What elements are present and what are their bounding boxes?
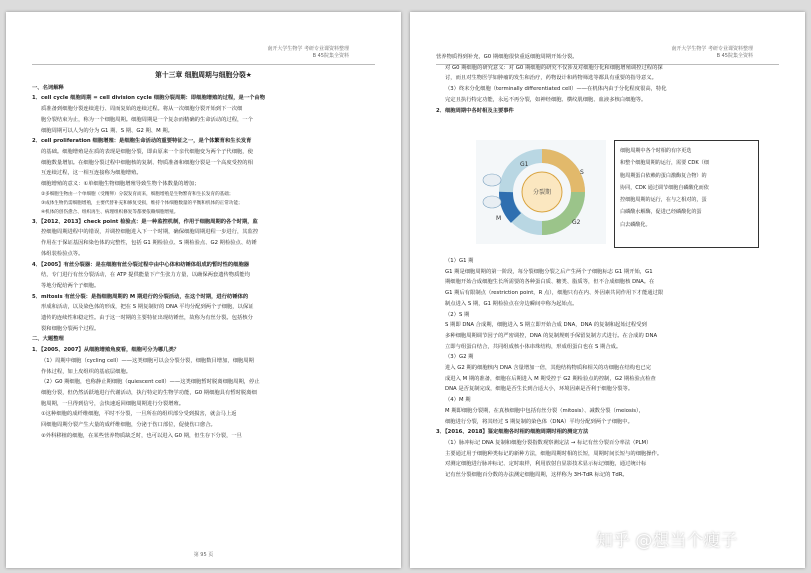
left-text-line: ①这种细胞的成纤维细胞，平时不分裂，一旦所在的组织部分受到损害，就会马上返: [41, 411, 237, 418]
phase-label-m: M: [496, 215, 502, 222]
left-text-line: 细胞增殖的意义：①单细胞生物细胞增殖导致生物个体数量的增加；: [41, 181, 200, 188]
left-text-line: ③成体生物仍需细胞增殖，主要代替补充和修复受损，维持个体细胞数量的平衡和机体的正常功能；: [41, 200, 243, 206]
left-text-line: ④机体的创伤愈合、组织再生、病理组织修复等都要依赖细胞增殖。: [41, 209, 179, 215]
right-text-line: （1）G1 期: [445, 258, 474, 264]
header-series: B 45院集全资料: [716, 53, 753, 59]
center-label: 分裂期: [532, 189, 552, 196]
left-text-line: 细胞周期可以人为的分为 G1 期、S 期、G2 期、M 期。: [41, 127, 173, 134]
left-text-line: 一、名词解释: [32, 84, 64, 91]
right-text-line: 3．【2016、2018】鉴定细胞各时相的细胞周期时相的测定方法: [436, 429, 589, 436]
box-text-line: 控细胞周期的运行，在与之相对的，蛋: [620, 197, 707, 204]
left-text-line: 裂和细胞分裂两个过程。: [41, 325, 100, 332]
left-text-line: 2．cell proliferation 细胞增殖：是细胞生命活动的重要特征之一，是个体繁育和生长发育: [32, 138, 252, 145]
left-page: [6, 12, 401, 568]
right-text-line: （4）M 期: [445, 397, 471, 404]
right-text-line: （3）终末分化细胞（terminally differentiated cell）——在机体内由于分化程度很高，特化: [445, 86, 667, 93]
cdk-explanation-box: [614, 140, 759, 248]
left-text-line: 形成和活动，以及染色体的形成，把在 S 期复制好的 DNA 平均分配到两个子细胞，以保证: [41, 304, 254, 311]
right-text-line: （3）G2 期: [445, 354, 474, 361]
left-text-line: 1．【2005、2007】从细胞增殖角度看，细胞可分为哪几类？: [32, 347, 180, 354]
right-text-line: 记有丝分裂细胞百分数的办法测定细胞周期，这样称为 3H-TdR 标记的 TdR。: [445, 472, 628, 479]
left-text-line: 质准备到细胞分裂连续进行、周而复始的连续过程。将从一次细胞分裂开始到下一次细: [41, 106, 243, 113]
right-text-line: 制点进入 S 期，G1 期检验点在旁边瞬间中称为起始点。: [445, 300, 578, 307]
right-text-line: M 期即细胞分裂期，在真核细胞中包括有丝分裂（mitosis）、减数分裂（meiosis），: [445, 407, 644, 414]
left-text-line: 体组装检验点等。: [41, 250, 84, 257]
left-text-line: 二、大题整理: [32, 336, 64, 343]
right-text-line: 对测定细胞进行脉冲标记、定时取样，利用放射自显影技术显示标记细胞，通过统计标: [445, 461, 647, 468]
right-text-line: G1 期后有限制点（restriction point，R 点），细胞只有在内、外因素共同作用下才能通过限: [445, 290, 664, 297]
left-text-line: 的基础。细胞增殖是在质的表现是细胞分裂，即由原来一个亲代细胞变为两个子代细胞，使: [41, 148, 253, 155]
left-text-line: 胞周期，一旦得到信号，会快速返回细胞周期进行分裂增殖。: [41, 400, 185, 407]
right-text-line: 成进入 M 期的准备，细胞在后期进入 M 期受控于 G2 期检验点的控制，G2 期检验点检查: [445, 375, 656, 382]
left-text-line: 作用在于保证基因和染色体的完整性，包括 G1 期检验点、S 期检验点、G2 期检验点、纺锤: [41, 240, 257, 247]
left-text-line: 1．cell cycle 细胞周期 = cell division cycle 细胞分裂周期：即细胞增殖的过程，是一个由物: [32, 95, 266, 102]
box-text-line: 白磷酸水解酶，促进已经磷酸化的蛋: [620, 209, 702, 216]
right-text-line: 2．细胞周期中各时相及主要事件: [436, 107, 514, 114]
box-text-line: 白去磷酸化。: [620, 221, 651, 228]
left-text-line: 细胞分裂，但仍然活跃地进行代谢活动，执行特定的生物学功能，G0 期细胞具有暂时脱离细: [41, 389, 257, 396]
phase-label-g1: G1: [520, 161, 529, 168]
left-text-line: 细胞数量增加。在细胞分裂过程中细胞核的复制、物质准备和细胞分裂是一个高度受控的相: [41, 159, 253, 166]
right-page-content-bottom: [436, 256, 779, 481]
left-text-line: 5．mitosis 有丝分裂：是指细胞周期的 M 期进行的分裂活动，在这个时期，进行纺锤体的: [32, 293, 249, 300]
box-text-line: 和整个细胞周期的运行，需要 CDK（细: [620, 160, 709, 167]
dividing-cell: [483, 174, 501, 186]
chapter-title: 第十三章 细胞周期与细胞分裂★: [155, 71, 252, 79]
right-text-line: 细胞进行分裂，将其经过 S 期复制的染色体（DNA）平均分配到两个子细胞中。: [445, 418, 633, 425]
right-text-line: 进入 G2 期的细胞核内 DNA 含量增加一倍，其他结构物质和相关的功细胞在结构也已完: [445, 365, 651, 372]
right-text-line: 讨，而且对生物医学如肿瘤的发生和治疗，药物设计和药物筛选等都具有重要的指导意义。: [445, 75, 657, 82]
left-text-line: ②多细胞生物由一个单细胞（受精卵）分裂发育而来，细胞增殖是生物繁育和生长发育的基础；: [41, 191, 234, 197]
page-header: [267, 46, 349, 60]
right-text-line: 多种细胞周期调节因子的严密调控，DNA 的复制规则手保留复制方式进行。在合成的 DNA: [445, 332, 658, 339]
left-text-line: （2）G0 期细胞，也称静止期细胞（quiescent cell）——这类细胞暂时脱离细胞周期，停止: [41, 379, 260, 386]
right-text-line: DNA 是否复制完成，细胞是否生长到合适大小，环境因素是否利于细胞分裂等。: [445, 386, 634, 393]
left-text-line: 控细胞周期进程中的错误，并调控细胞进入下一个时期，确保细胞周期进程一步进行，其监控: [41, 229, 259, 236]
phase-label-s: S: [580, 169, 584, 176]
box-text-line: 协同，CDK 通过调节细胞自磷酸化而依: [620, 184, 709, 191]
left-page-content: [32, 70, 375, 442]
right-page-content-top: [436, 52, 779, 116]
left-text-line: 结，专门进行有丝分裂活动，在 ATP 提供能量下产生张力方量，以确保两套遗传物质能均: [41, 272, 250, 279]
left-text-line: 等地分配给两个子细胞。: [41, 282, 100, 289]
header-school: 南开大学生物学 考研专业课资料整理: [267, 46, 349, 52]
header-school: 南开大学生物学 考研专业课资料整理: [671, 46, 753, 52]
header-series: B 45院集全资料: [312, 53, 349, 59]
left-text-line: 4．【2005】有丝分裂器：是在细胞有丝分裂过程中由中心体和纺锤体组成的暂时性的细胞器: [32, 261, 250, 268]
cell-cycle-diagram: [476, 140, 606, 244]
left-text-line: 作体过程，如上皮组织的基底层细胞。: [41, 368, 132, 375]
left-text-line: 回细胞周期分裂产生大量的成纤维细胞，分泌于伤口部位，促使伤口愈合。: [41, 422, 216, 429]
phase-label-g2: G2: [572, 219, 581, 226]
right-text-line: 对 G0 期细胞的研究意义：对 G0 期细胞的研究不仅涉及对细胞分化和细胞增殖调控过程的探: [445, 64, 663, 71]
left-text-line: 胞分裂结束为止，称为一个细胞周期。细胞周期是一个复杂而精确的生命活动的过程，一个: [41, 116, 253, 123]
box-text-line: 胞周期蛋白依赖的蛋白激酶复合物）的: [620, 172, 707, 179]
daughter-cell: [483, 196, 501, 208]
right-text-line: G1 期是细胞周期的第一阶段，每分裂细胞分裂之后产生两个子细胞标志 G1 期开始，G1: [445, 268, 653, 275]
right-text-line: 主要通过用于细胞种类标记的新种方法，细胞周期时相的长短，周期时间长短与的细胞操作。: [445, 450, 663, 457]
right-text-line: 立即与组蛋白结合，共同组成核小体串珠结构，形成组蛋白也在 S 期合成。: [445, 343, 622, 350]
right-text-line: 期细胞开始合成细胞生长所需要的各种蛋白质、糖类、脂质等，但不合成细胞核 DNA。在: [445, 279, 655, 286]
right-text-line: S 期即 DNA 合成期，细胞进入 S 期立即开始合成 DNA，DNA 的复制和起始过程受到: [445, 322, 647, 329]
right-text-line: （1）脉冲标记 DNA 复制和细胞分裂指数观察测定法 → 标记有丝分裂百分率法（PLM）: [445, 439, 652, 446]
left-text-line: ②外科移植的细胞，在某些营养物质缺乏时，也可以进入 G0 期，但生存下分裂，一旦: [41, 432, 242, 439]
right-page: [410, 12, 805, 568]
left-text-line: 3．【2012、2013】check point 检验点：是一种监控机制，作用于细胞周期的各个时期，监: [32, 218, 258, 225]
page-number: 第 95 页: [193, 552, 214, 558]
right-text-line: 完定且执行特定功能，永远不再分裂，如神经细胞、横纹肌细胞、血液多核白细胞等。: [445, 96, 647, 103]
left-text-line: 互连续过程，这一相互连接称为细胞增殖。: [41, 170, 142, 177]
left-text-line: 遗传的连续性和稳定性。由于这一时期的主要特征出现纺锤丝，故称为有丝分裂。包括核分: [41, 315, 253, 322]
right-text-line: 营养物质得到补充，G0 期细胞很快重返细胞周期开始分裂。: [436, 54, 578, 60]
left-text-line: （1）周期中细胞（cycling cell）——这类细胞可以会分裂分裂，细胞数目增加，细胞周期: [41, 357, 254, 364]
box-text-line: 细胞周期中各个时相的有序更迭: [620, 148, 692, 154]
right-text-line: （2）S 期: [445, 311, 470, 318]
header-divider: [32, 64, 375, 65]
zhihu-watermark: 知乎 @想当个瘦子: [596, 531, 738, 551]
